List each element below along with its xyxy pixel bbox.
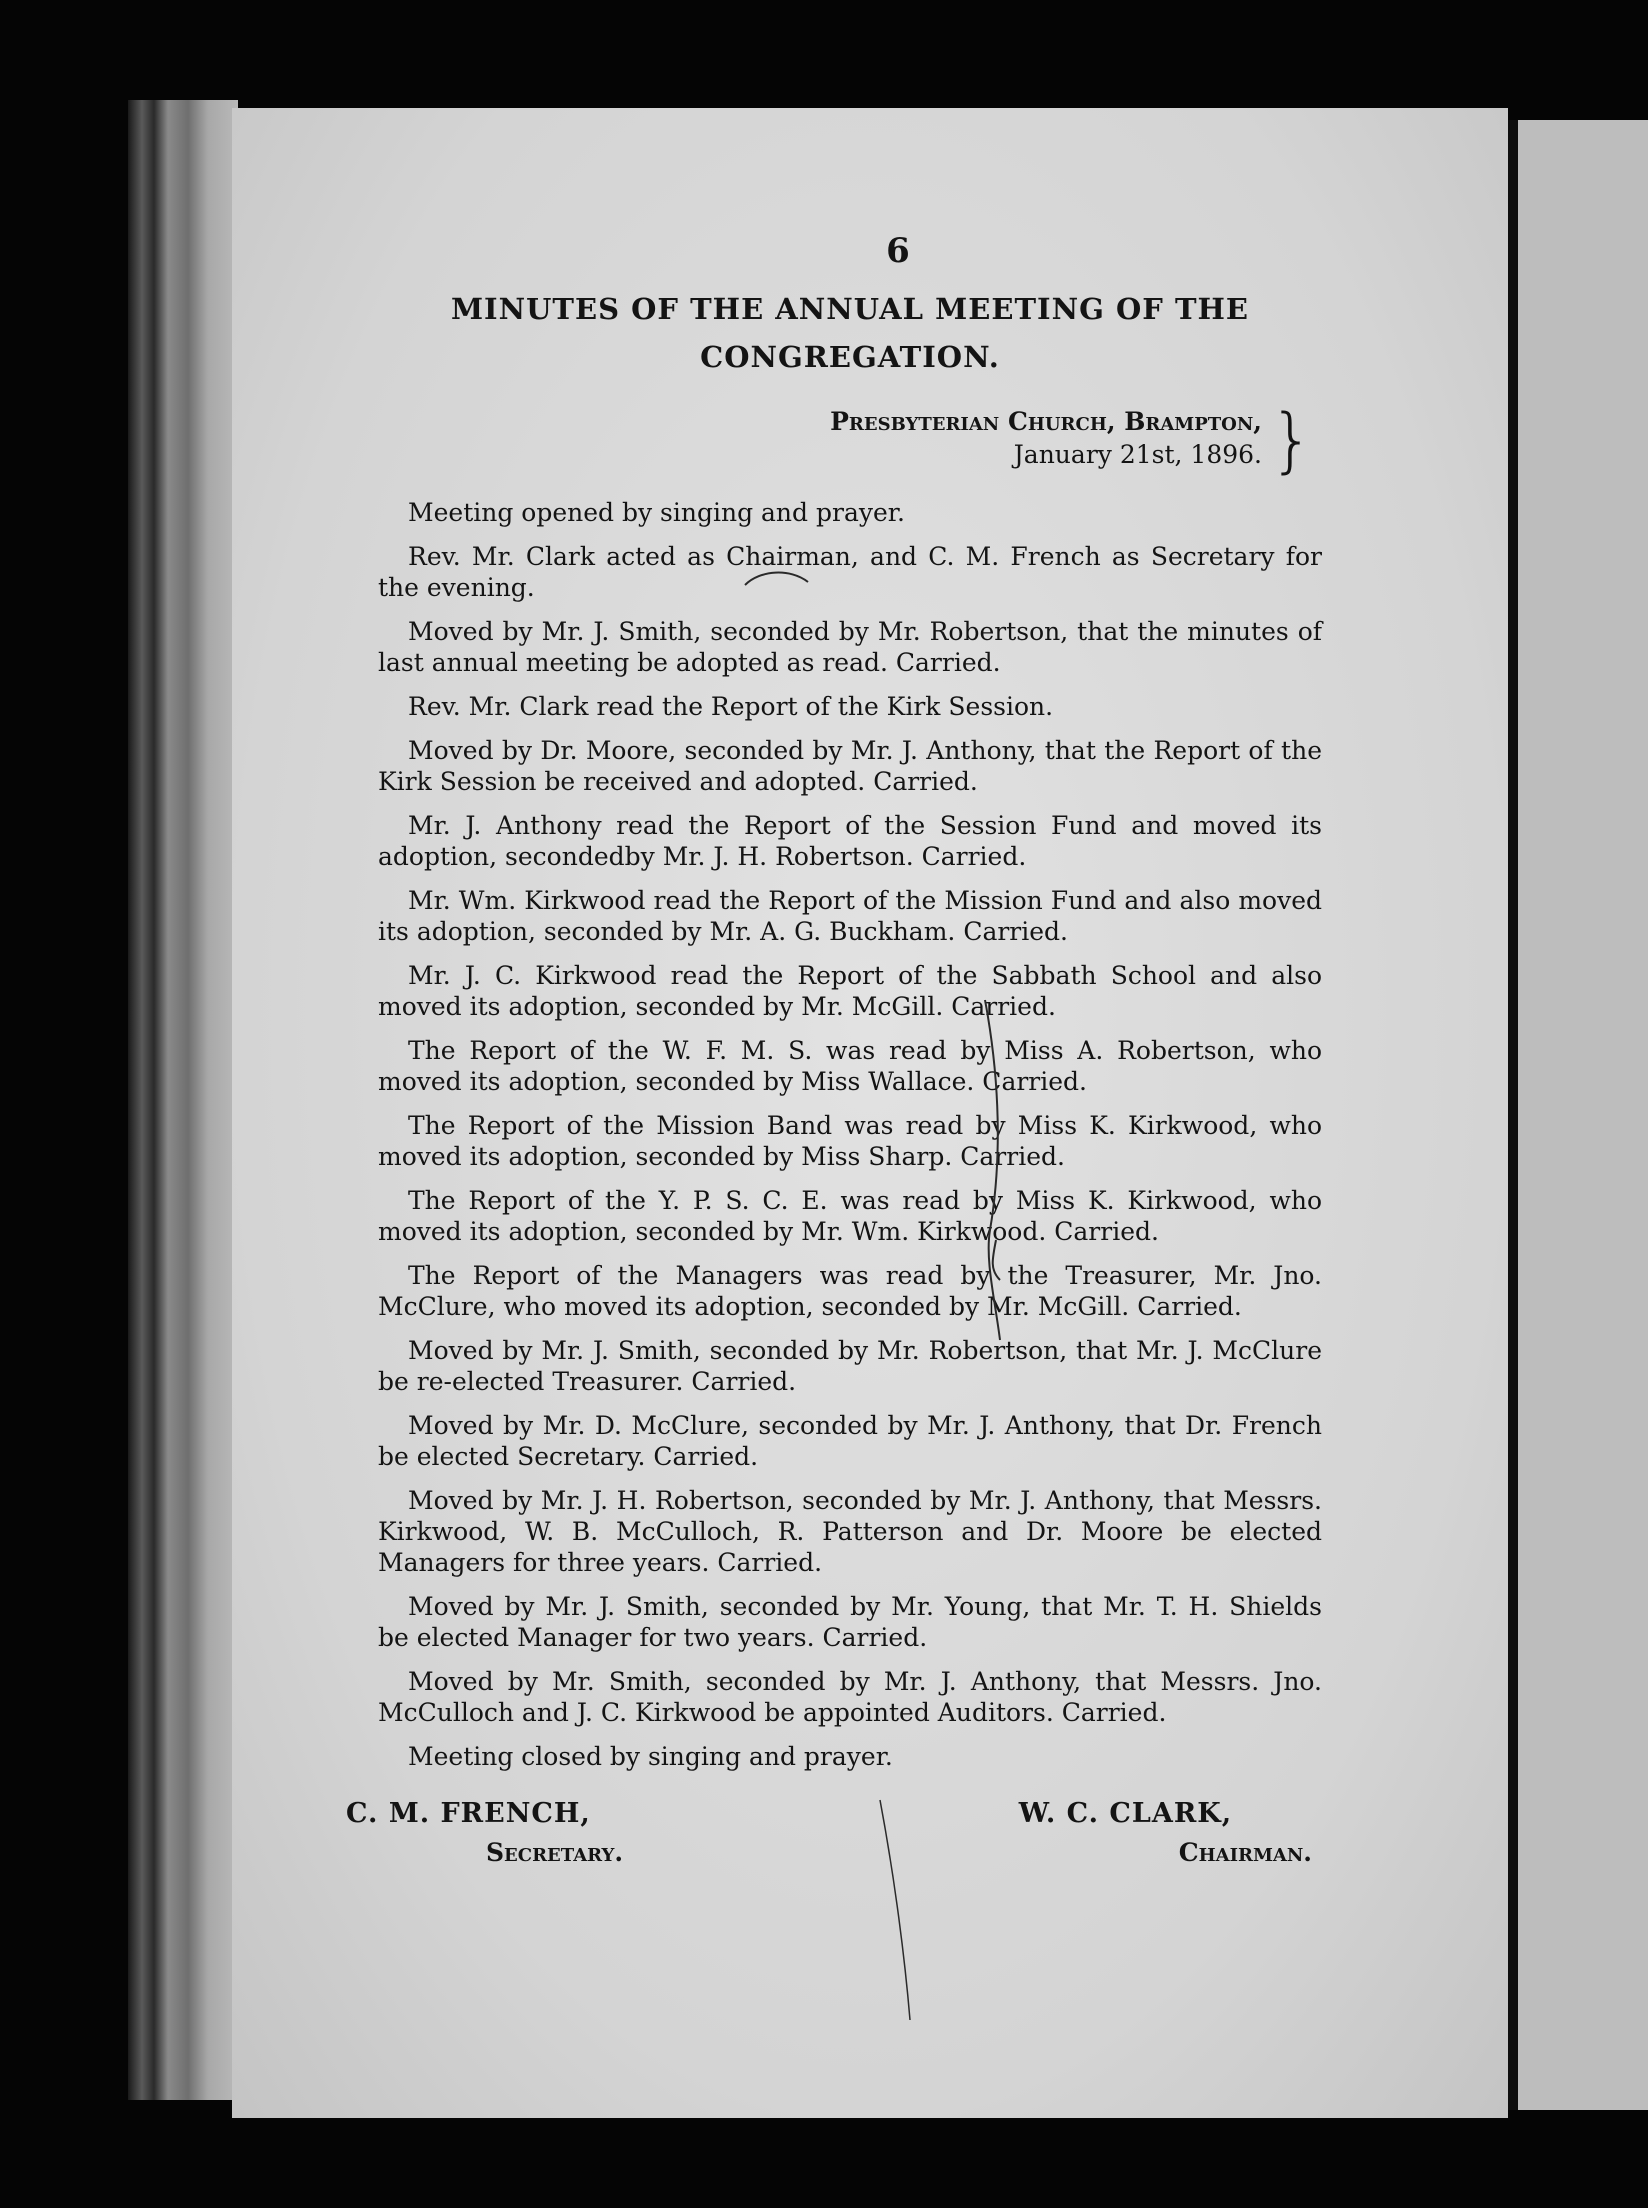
minutes-paragraph: Mr. J. Anthony read the Report of the Session Fund and moved its adoption, secondedby Mr. J. H. Robertson. Carried. — [378, 811, 1322, 871]
signature-block — [346, 1798, 1322, 1890]
page-number: 6 — [886, 231, 910, 271]
adjacent-page — [1518, 120, 1648, 2110]
secretary-signature — [346, 1798, 623, 1868]
minutes-paragraph: Moved by Mr. J. Smith, seconded by Mr. Young, that Mr. T. H. Shields be elected Manager for two years. Carried. — [378, 1592, 1322, 1652]
minutes-paragraph: Moved by Mr. J. H. Robertson, seconded by Mr. J. Anthony, that Messrs. Kirkwood, W. B. McCulloch, R. Patterson and Dr. Moore be elected Managers for three years. Carried. — [378, 1486, 1322, 1577]
minutes-paragraph: Moved by Dr. Moore, seconded by Mr. J. Anthony, that the Report of the Kirk Session be received and adopted. Carried. — [378, 736, 1322, 796]
page-gutter — [1508, 120, 1518, 2110]
brace-icon: } — [1269, 399, 1314, 481]
minutes-paragraph: Meeting opened by singing and prayer. — [408, 498, 905, 527]
minutes-paragraph: Mr. J. C. Kirkwood read the Report of the Sabbath School and also moved its adoption, seconded by Mr. McGill. Carried. — [378, 961, 1322, 1021]
chairman-signature — [1019, 1798, 1312, 1868]
chairman-title: Chairman. — [1178, 1838, 1312, 1867]
minutes-paragraph: The Report of the Y. P. S. C. E. was read by Miss K. Kirkwood, who moved its adoption, seconded by Mr. Wm. Kirkwood. Carried. — [378, 1186, 1322, 1246]
title-line-1: MINUTES OF THE ANNUAL MEETING OF THE — [450, 292, 1250, 326]
minutes-paragraph: Meeting closed by singing and prayer. — [408, 1742, 893, 1771]
minutes-paragraph: Moved by Mr. J. Smith, seconded by Mr. Robertson, that Mr. J. McClure be re-elected Treasurer. Carried. — [378, 1336, 1322, 1396]
minutes-paragraph: Rev. Mr. Clark acted as Chairman, and C. M. French as Secretary for the evening. — [378, 542, 1322, 602]
page-title — [378, 285, 1322, 381]
chairman-name: W. C. CLARK, — [1018, 1798, 1233, 1829]
title-line-2: CONGREGATION. — [700, 340, 1000, 374]
dateline — [378, 399, 1322, 481]
minutes-paragraph: Moved by Mr. Smith, seconded by Mr. J. Anthony, that Messrs. Jno. McCulloch and J. C. Kirkwood be appointed Auditors. Carried. — [378, 1667, 1322, 1727]
book-spine — [128, 100, 238, 2100]
church-name: Presbyterian Church, Brampton, — [830, 407, 1262, 436]
page-text — [346, 231, 1322, 1890]
minutes-paragraph: Mr. Wm. Kirkwood read the Report of the Mission Fund and also moved its adoption, seconded by Mr. A. G. Buckham. Carried. — [378, 886, 1322, 946]
secretary-name: C. M. FRENCH, — [346, 1798, 591, 1829]
minutes-paragraph: Moved by Mr. J. Smith, seconded by Mr. Robertson, that the minutes of last annual meeting be adopted as read. Carried. — [378, 617, 1322, 677]
secretary-title: Secretary. — [486, 1838, 624, 1867]
minutes-paragraph: The Report of the Managers was read by the Treasurer, Mr. Jno. McClure, who moved its adoption, seconded by Mr. McGill. Carried. — [378, 1261, 1322, 1321]
minutes-paragraph: Rev. Mr. Clark read the Report of the Kirk Session. — [408, 692, 1054, 721]
minutes-paragraph: The Report of the W. F. M. S. was read by Miss A. Robertson, who moved its adoption, seconded by Miss Wallace. Carried. — [378, 1036, 1322, 1096]
meeting-date: January 21st, 1896. — [1013, 440, 1262, 469]
minutes-paragraph: The Report of the Mission Band was read by Miss K. Kirkwood, who moved its adoption, seconded by Miss Sharp. Carried. — [378, 1111, 1322, 1171]
minutes-paragraph: Moved by Mr. D. McClure, seconded by Mr. J. Anthony, that Dr. French be elected Secretary. Carried. — [378, 1411, 1322, 1471]
